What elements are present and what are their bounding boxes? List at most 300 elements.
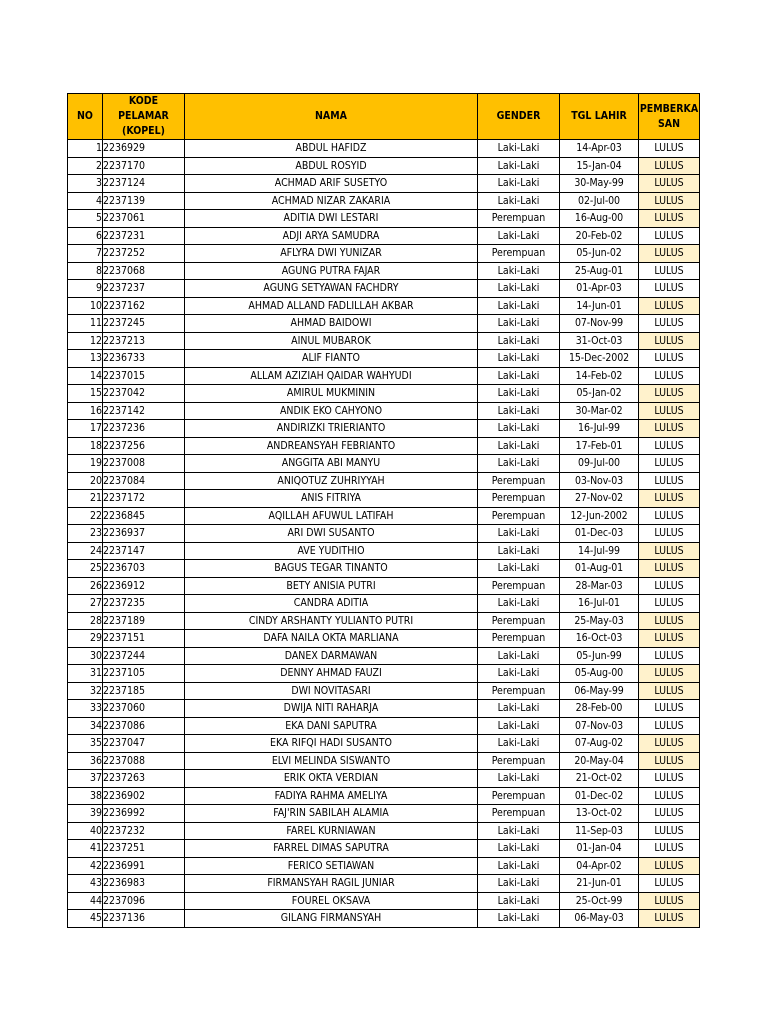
table-row [68, 630, 700, 648]
cell-pemberkasan: LULUS [639, 332, 700, 350]
cell-no: 5 [68, 210, 103, 228]
cell-nama: AGUNG PUTRA FAJAR [185, 262, 478, 280]
cell-tgl-lahir: 25-May-03 [560, 612, 639, 630]
cell-nama: DENNY AHMAD FAUZI [185, 665, 478, 683]
cell-pemberkasan: LULUS [639, 840, 700, 858]
cell-tgl-lahir: 25-Oct-99 [560, 892, 639, 910]
cell-no: 37 [68, 770, 103, 788]
cell-kode-pelamar: 2237185 [103, 682, 185, 700]
cell-gender: Laki-Laki [478, 297, 560, 315]
cell-tgl-lahir: 05-Jun-99 [560, 647, 639, 665]
cell-pemberkasan: LULUS [639, 175, 700, 193]
cell-gender: Perempuan [478, 805, 560, 823]
cell-kode-pelamar: 2237244 [103, 647, 185, 665]
table-row [68, 525, 700, 543]
cell-no: 22 [68, 507, 103, 525]
table-row [68, 175, 700, 193]
cell-tgl-lahir: 05-Aug-00 [560, 665, 639, 683]
cell-nama: AGUNG SETYAWAN FACHDRY [185, 280, 478, 298]
cell-no: 39 [68, 805, 103, 823]
cell-pemberkasan: LULUS [639, 455, 700, 473]
cell-pemberkasan: LULUS [639, 682, 700, 700]
cell-pemberkasan: LULUS [639, 437, 700, 455]
cell-kode-pelamar: 2237105 [103, 665, 185, 683]
cell-no: 17 [68, 420, 103, 438]
cell-nama: ANDIRIZKI TRIERIANTO [185, 420, 478, 438]
cell-gender: Laki-Laki [478, 857, 560, 875]
cell-tgl-lahir: 14-Feb-02 [560, 367, 639, 385]
table-row [68, 280, 700, 298]
cell-gender: Perempuan [478, 682, 560, 700]
cell-pemberkasan: LULUS [639, 490, 700, 508]
cell-gender: Perempuan [478, 245, 560, 263]
table-row [68, 560, 700, 578]
cell-gender: Perempuan [478, 507, 560, 525]
cell-kode-pelamar: 2237235 [103, 595, 185, 613]
cell-tgl-lahir: 07-Nov-99 [560, 315, 639, 333]
cell-nama: BETY ANISIA PUTRI [185, 577, 478, 595]
cell-nama: ARI DWI SUSANTO [185, 525, 478, 543]
cell-kode-pelamar: 2237232 [103, 822, 185, 840]
cell-gender: Laki-Laki [478, 332, 560, 350]
cell-kode-pelamar: 2237086 [103, 717, 185, 735]
cell-no: 12 [68, 332, 103, 350]
cell-pemberkasan: LULUS [639, 157, 700, 175]
cell-kode-pelamar: 2237015 [103, 367, 185, 385]
table-row [68, 402, 700, 420]
table-row [68, 297, 700, 315]
cell-tgl-lahir: 01-Aug-01 [560, 560, 639, 578]
cell-kode-pelamar: 2236912 [103, 577, 185, 595]
header-row [68, 94, 700, 140]
cell-tgl-lahir: 28-Feb-00 [560, 700, 639, 718]
cell-no: 25 [68, 560, 103, 578]
table-row [68, 752, 700, 770]
cell-tgl-lahir: 16-Jul-01 [560, 595, 639, 613]
cell-kode-pelamar: 2237245 [103, 315, 185, 333]
cell-nama: AFLYRA DWI YUNIZAR [185, 245, 478, 263]
cell-gender: Laki-Laki [478, 665, 560, 683]
cell-tgl-lahir: 01-Jan-04 [560, 840, 639, 858]
cell-gender: Laki-Laki [478, 822, 560, 840]
table-row [68, 787, 700, 805]
table-row [68, 507, 700, 525]
cell-no: 28 [68, 612, 103, 630]
cell-gender: Laki-Laki [478, 157, 560, 175]
cell-pemberkasan: LULUS [639, 595, 700, 613]
cell-nama: FADIYA RAHMA AMELIYA [185, 787, 478, 805]
cell-nama: DWIJA NITI RAHARJA [185, 700, 478, 718]
cell-kode-pelamar: 2237047 [103, 735, 185, 753]
cell-nama: ANIQOTUZ ZUHRIYYAH [185, 472, 478, 490]
cell-nama: FAJ'RIN SABILAH ALAMIA [185, 805, 478, 823]
cell-kode-pelamar: 2237124 [103, 175, 185, 193]
cell-pemberkasan: LULUS [639, 735, 700, 753]
cell-gender: Laki-Laki [478, 892, 560, 910]
cell-nama: ACHMAD NIZAR ZAKARIA [185, 192, 478, 210]
cell-no: 18 [68, 437, 103, 455]
cell-no: 34 [68, 717, 103, 735]
cell-nama: FARREL DIMAS SAPUTRA [185, 840, 478, 858]
cell-nama: EKA RIFQI HADI SUSANTO [185, 735, 478, 753]
cell-tgl-lahir: 07-Aug-02 [560, 735, 639, 753]
cell-kode-pelamar: 2237139 [103, 192, 185, 210]
cell-pemberkasan: LULUS [639, 665, 700, 683]
table-row [68, 647, 700, 665]
table-row [68, 892, 700, 910]
cell-tgl-lahir: 15-Jan-04 [560, 157, 639, 175]
cell-no: 32 [68, 682, 103, 700]
cell-gender: Laki-Laki [478, 402, 560, 420]
cell-tgl-lahir: 01-Dec-02 [560, 787, 639, 805]
cell-gender: Laki-Laki [478, 385, 560, 403]
table-row [68, 210, 700, 228]
cell-tgl-lahir: 14-Jul-99 [560, 542, 639, 560]
cell-pemberkasan: LULUS [639, 420, 700, 438]
table-row [68, 770, 700, 788]
cell-tgl-lahir: 27-Nov-02 [560, 490, 639, 508]
table-row [68, 490, 700, 508]
cell-kode-pelamar: 2236845 [103, 507, 185, 525]
cell-no: 11 [68, 315, 103, 333]
table-row [68, 332, 700, 350]
cell-pemberkasan: LULUS [639, 472, 700, 490]
cell-tgl-lahir: 14-Jun-01 [560, 297, 639, 315]
cell-gender: Laki-Laki [478, 560, 560, 578]
cell-pemberkasan: LULUS [639, 245, 700, 263]
cell-kode-pelamar: 2237068 [103, 262, 185, 280]
cell-tgl-lahir: 14-Apr-03 [560, 140, 639, 158]
cell-no: 3 [68, 175, 103, 193]
cell-nama: ABDUL HAFIDZ [185, 140, 478, 158]
table-row [68, 420, 700, 438]
cell-gender: Laki-Laki [478, 350, 560, 368]
cell-pemberkasan: LULUS [639, 892, 700, 910]
cell-no: 30 [68, 647, 103, 665]
cell-gender: Laki-Laki [478, 420, 560, 438]
table-row [68, 472, 700, 490]
cell-pemberkasan: LULUS [639, 192, 700, 210]
cell-pemberkasan: LULUS [639, 647, 700, 665]
cell-kode-pelamar: 2237189 [103, 612, 185, 630]
cell-no: 9 [68, 280, 103, 298]
cell-pemberkasan: LULUS [639, 350, 700, 368]
cell-kode-pelamar: 2237162 [103, 297, 185, 315]
table-row [68, 542, 700, 560]
table-row [68, 437, 700, 455]
table-row [68, 717, 700, 735]
cell-tgl-lahir: 05-Jun-02 [560, 245, 639, 263]
cell-nama: ELVI MELINDA SISWANTO [185, 752, 478, 770]
cell-gender: Laki-Laki [478, 910, 560, 928]
cell-tgl-lahir: 11-Sep-03 [560, 822, 639, 840]
table-row [68, 665, 700, 683]
cell-tgl-lahir: 25-Aug-01 [560, 262, 639, 280]
cell-kode-pelamar: 2236733 [103, 350, 185, 368]
table-row [68, 192, 700, 210]
cell-gender: Laki-Laki [478, 735, 560, 753]
cell-kode-pelamar: 2237096 [103, 892, 185, 910]
cell-kode-pelamar: 2237237 [103, 280, 185, 298]
table-row [68, 245, 700, 263]
cell-pemberkasan: LULUS [639, 315, 700, 333]
cell-pemberkasan: LULUS [639, 525, 700, 543]
table-row [68, 910, 700, 928]
cell-no: 43 [68, 875, 103, 893]
cell-kode-pelamar: 2237142 [103, 402, 185, 420]
cell-kode-pelamar: 2236992 [103, 805, 185, 823]
cell-pemberkasan: LULUS [639, 875, 700, 893]
cell-tgl-lahir: 31-Oct-03 [560, 332, 639, 350]
applicant-table [67, 93, 700, 928]
cell-nama: DANEX DARMAWAN [185, 647, 478, 665]
cell-kode-pelamar: 2237147 [103, 542, 185, 560]
header-gender: GENDER [478, 94, 560, 140]
cell-kode-pelamar: 2236991 [103, 857, 185, 875]
table-row [68, 385, 700, 403]
cell-no: 38 [68, 787, 103, 805]
table-body [68, 140, 700, 928]
cell-tgl-lahir: 03-Nov-03 [560, 472, 639, 490]
cell-no: 8 [68, 262, 103, 280]
cell-no: 19 [68, 455, 103, 473]
cell-nama: ALLAM AZIZIAH QAIDAR WAHYUDI [185, 367, 478, 385]
cell-kode-pelamar: 2237252 [103, 245, 185, 263]
cell-tgl-lahir: 02-Jul-00 [560, 192, 639, 210]
cell-gender: Perempuan [478, 472, 560, 490]
table-row [68, 367, 700, 385]
cell-nama: FAREL KURNIAWAN [185, 822, 478, 840]
cell-pemberkasan: LULUS [639, 402, 700, 420]
cell-pemberkasan: LULUS [639, 280, 700, 298]
cell-kode-pelamar: 2237236 [103, 420, 185, 438]
cell-no: 1 [68, 140, 103, 158]
cell-nama: ALIF FIANTO [185, 350, 478, 368]
cell-tgl-lahir: 21-Jun-01 [560, 875, 639, 893]
cell-gender: Perempuan [478, 612, 560, 630]
cell-gender: Laki-Laki [478, 840, 560, 858]
cell-tgl-lahir: 06-May-03 [560, 910, 639, 928]
cell-tgl-lahir: 12-Jun-2002 [560, 507, 639, 525]
cell-pemberkasan: LULUS [639, 262, 700, 280]
table-row [68, 455, 700, 473]
header-no: NO [68, 94, 103, 140]
cell-pemberkasan: LULUS [639, 910, 700, 928]
cell-nama: AQILLAH AFUWUL LATIFAH [185, 507, 478, 525]
cell-nama: EKA DANI SAPUTRA [185, 717, 478, 735]
cell-pemberkasan: LULUS [639, 700, 700, 718]
cell-gender: Perempuan [478, 490, 560, 508]
table-row [68, 840, 700, 858]
cell-nama: GILANG FIRMANSYAH [185, 910, 478, 928]
cell-kode-pelamar: 2236703 [103, 560, 185, 578]
cell-nama: CINDY ARSHANTY YULIANTO PUTRI [185, 612, 478, 630]
cell-tgl-lahir: 01-Apr-03 [560, 280, 639, 298]
cell-tgl-lahir: 17-Feb-01 [560, 437, 639, 455]
cell-gender: Laki-Laki [478, 175, 560, 193]
cell-gender: Laki-Laki [478, 525, 560, 543]
cell-kode-pelamar: 2236937 [103, 525, 185, 543]
cell-tgl-lahir: 09-Jul-00 [560, 455, 639, 473]
cell-gender: Laki-Laki [478, 717, 560, 735]
cell-tgl-lahir: 16-Aug-00 [560, 210, 639, 228]
cell-pemberkasan: LULUS [639, 822, 700, 840]
table-row [68, 315, 700, 333]
table-row [68, 227, 700, 245]
cell-no: 6 [68, 227, 103, 245]
cell-tgl-lahir: 30-May-99 [560, 175, 639, 193]
cell-no: 41 [68, 840, 103, 858]
cell-nama: AMIRUL MUKMININ [185, 385, 478, 403]
table-row [68, 350, 700, 368]
cell-no: 45 [68, 910, 103, 928]
cell-gender: Laki-Laki [478, 542, 560, 560]
cell-no: 10 [68, 297, 103, 315]
cell-gender: Laki-Laki [478, 192, 560, 210]
cell-pemberkasan: LULUS [639, 805, 700, 823]
cell-gender: Perempuan [478, 577, 560, 595]
cell-tgl-lahir: 28-Mar-03 [560, 577, 639, 595]
cell-gender: Laki-Laki [478, 700, 560, 718]
cell-kode-pelamar: 2237263 [103, 770, 185, 788]
cell-kode-pelamar: 2236902 [103, 787, 185, 805]
cell-tgl-lahir: 30-Mar-02 [560, 402, 639, 420]
cell-pemberkasan: LULUS [639, 507, 700, 525]
cell-kode-pelamar: 2237172 [103, 490, 185, 508]
header-kode-pelamar: KODE PELAMAR (KOPEL) [103, 94, 185, 140]
cell-tgl-lahir: 06-May-99 [560, 682, 639, 700]
table-row [68, 857, 700, 875]
cell-gender: Perempuan [478, 630, 560, 648]
cell-nama: ERIK OKTA VERDIAN [185, 770, 478, 788]
cell-no: 7 [68, 245, 103, 263]
cell-tgl-lahir: 16-Jul-99 [560, 420, 639, 438]
cell-nama: AVE YUDITHIO [185, 542, 478, 560]
cell-tgl-lahir: 04-Apr-02 [560, 857, 639, 875]
cell-gender: Laki-Laki [478, 770, 560, 788]
table-row [68, 700, 700, 718]
cell-kode-pelamar: 2237251 [103, 840, 185, 858]
cell-pemberkasan: LULUS [639, 560, 700, 578]
header-nama: NAMA [185, 94, 478, 140]
cell-tgl-lahir: 13-Oct-02 [560, 805, 639, 823]
cell-no: 27 [68, 595, 103, 613]
cell-no: 24 [68, 542, 103, 560]
table-row [68, 822, 700, 840]
table-row [68, 612, 700, 630]
cell-pemberkasan: LULUS [639, 787, 700, 805]
cell-no: 16 [68, 402, 103, 420]
cell-gender: Laki-Laki [478, 595, 560, 613]
cell-kode-pelamar: 2236929 [103, 140, 185, 158]
cell-nama: ADITIA DWI LESTARI [185, 210, 478, 228]
cell-pemberkasan: LULUS [639, 297, 700, 315]
cell-nama: DWI NOVITASARI [185, 682, 478, 700]
table-row [68, 595, 700, 613]
cell-tgl-lahir: 07-Nov-03 [560, 717, 639, 735]
cell-no: 42 [68, 857, 103, 875]
cell-nama: ANDIK EKO CAHYONO [185, 402, 478, 420]
cell-no: 21 [68, 490, 103, 508]
cell-gender: Laki-Laki [478, 262, 560, 280]
cell-gender: Perempuan [478, 210, 560, 228]
cell-gender: Laki-Laki [478, 455, 560, 473]
cell-pemberkasan: LULUS [639, 752, 700, 770]
cell-tgl-lahir: 05-Jan-02 [560, 385, 639, 403]
cell-gender: Laki-Laki [478, 315, 560, 333]
cell-pemberkasan: LULUS [639, 717, 700, 735]
cell-gender: Perempuan [478, 787, 560, 805]
cell-nama: FERICO SETIAWAN [185, 857, 478, 875]
table-row [68, 682, 700, 700]
table-row [68, 157, 700, 175]
cell-no: 20 [68, 472, 103, 490]
cell-kode-pelamar: 2237213 [103, 332, 185, 350]
cell-no: 23 [68, 525, 103, 543]
cell-tgl-lahir: 21-Oct-02 [560, 770, 639, 788]
cell-pemberkasan: LULUS [639, 630, 700, 648]
cell-nama: ABDUL ROSYID [185, 157, 478, 175]
cell-pemberkasan: LULUS [639, 210, 700, 228]
cell-kode-pelamar: 2237042 [103, 385, 185, 403]
cell-no: 35 [68, 735, 103, 753]
cell-pemberkasan: LULUS [639, 577, 700, 595]
cell-nama: DAFA NAILA OKTA MARLIANA [185, 630, 478, 648]
cell-kode-pelamar: 2237061 [103, 210, 185, 228]
cell-nama: ANGGITA ABI MANYU [185, 455, 478, 473]
cell-kode-pelamar: 2237151 [103, 630, 185, 648]
cell-no: 13 [68, 350, 103, 368]
cell-kode-pelamar: 2237136 [103, 910, 185, 928]
cell-pemberkasan: LULUS [639, 385, 700, 403]
cell-tgl-lahir: 20-May-04 [560, 752, 639, 770]
table-row [68, 140, 700, 158]
cell-gender: Laki-Laki [478, 367, 560, 385]
cell-no: 2 [68, 157, 103, 175]
cell-tgl-lahir: 16-Oct-03 [560, 630, 639, 648]
cell-kode-pelamar: 2237060 [103, 700, 185, 718]
table-row [68, 735, 700, 753]
table-row [68, 262, 700, 280]
cell-no: 33 [68, 700, 103, 718]
cell-gender: Laki-Laki [478, 437, 560, 455]
table-row [68, 875, 700, 893]
cell-tgl-lahir: 15-Dec-2002 [560, 350, 639, 368]
cell-pemberkasan: LULUS [639, 367, 700, 385]
cell-pemberkasan: LULUS [639, 612, 700, 630]
cell-no: 40 [68, 822, 103, 840]
cell-tgl-lahir: 01-Dec-03 [560, 525, 639, 543]
cell-pemberkasan: LULUS [639, 857, 700, 875]
cell-kode-pelamar: 2237084 [103, 472, 185, 490]
cell-no: 31 [68, 665, 103, 683]
cell-nama: FIRMANSYAH RAGIL JUNIAR [185, 875, 478, 893]
cell-kode-pelamar: 2237231 [103, 227, 185, 245]
table-row [68, 577, 700, 595]
cell-no: 4 [68, 192, 103, 210]
cell-no: 29 [68, 630, 103, 648]
cell-tgl-lahir: 20-Feb-02 [560, 227, 639, 245]
cell-pemberkasan: LULUS [639, 227, 700, 245]
cell-kode-pelamar: 2237256 [103, 437, 185, 455]
cell-pemberkasan: LULUS [639, 140, 700, 158]
cell-gender: Laki-Laki [478, 875, 560, 893]
cell-nama: BAGUS TEGAR TINANTO [185, 560, 478, 578]
cell-nama: AHMAD ALLAND FADLILLAH AKBAR [185, 297, 478, 315]
cell-nama: ADJI ARYA SAMUDRA [185, 227, 478, 245]
cell-pemberkasan: LULUS [639, 770, 700, 788]
cell-pemberkasan: LULUS [639, 542, 700, 560]
